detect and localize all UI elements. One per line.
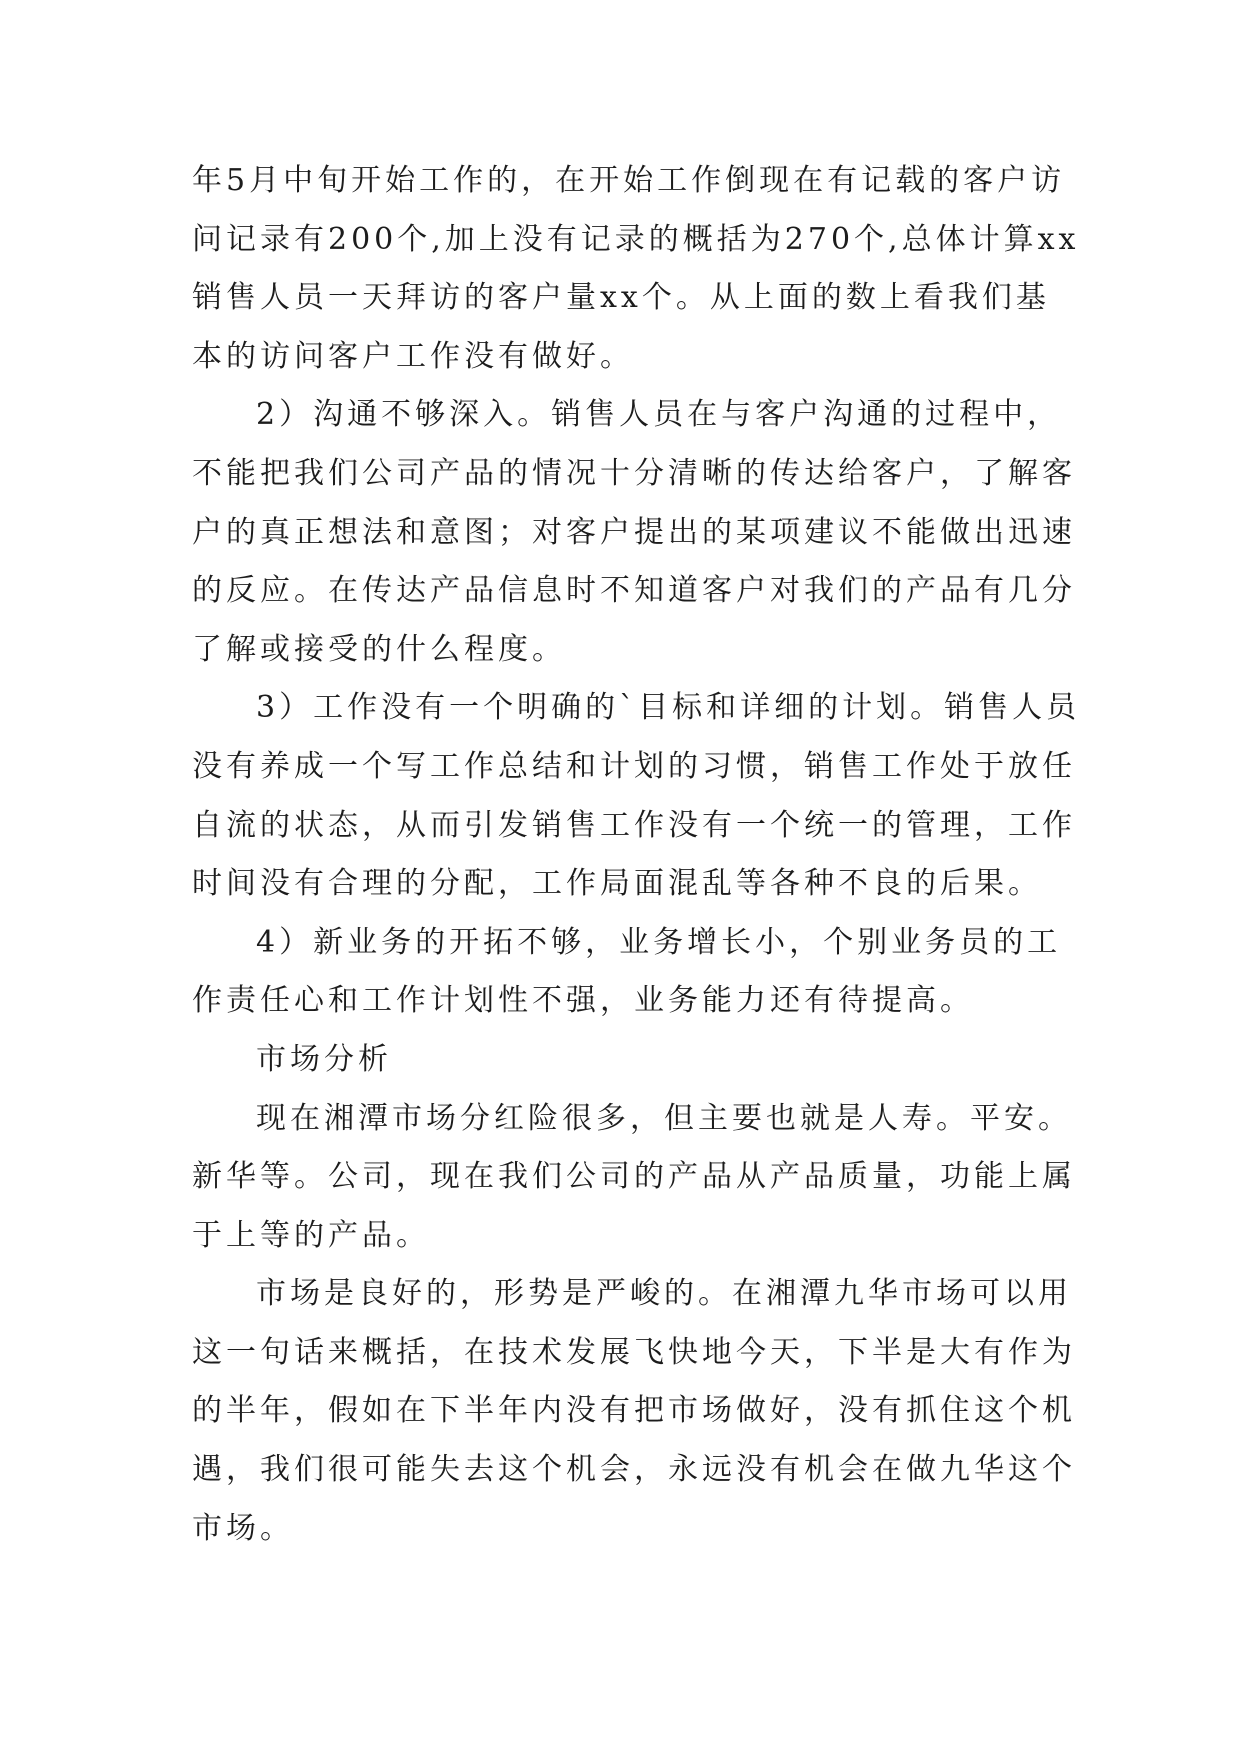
text-line: 了解或接受的什么程度。 [192,631,566,667]
text-line: 市场是良好的，形势是严峻的。在湘潭九华市场可以用 [256,1276,1072,1312]
text-line: 的半年，假如在下半年内没有把市场做好，没有抓住这个机 [192,1393,1076,1429]
text-line: 这一句话来概括，在技术发展飞快地今天，下半是大有作为 [192,1334,1076,1370]
text-line: 时间没有合理的分配，工作局面混乱等各种不良的后果。 [192,866,1042,902]
text-line: 2）沟通不够深入。销售人员在与客户沟通的过程中， [256,397,1062,433]
text-line: 现在湘潭市场分红险很多，但主要也就是人寿。平安。 [256,1100,1072,1136]
text-line: 没有养成一个写工作总结和计划的习惯，销售工作处于放任 [192,748,1076,784]
text-line: 市场分析 [256,1041,392,1077]
text-line: 问记录有200个,加上没有记录的概括为270个,总体计算xx [192,221,1080,257]
text-line: 不能把我们公司产品的情况十分清晰的传达给客户，了解客 [192,455,1076,491]
text-line: 新华等。公司，现在我们公司的产品从产品质量，功能上属 [192,1159,1076,1195]
text-line: 自流的状态，从而引发销售工作没有一个统一的管理，工作 [192,807,1076,843]
text-line: 销售人员一天拜访的客户量xx个。从上面的数上看我们基 [192,280,1050,316]
text-line: 市场。 [192,1510,294,1546]
text-line: 于上等的产品。 [192,1217,430,1253]
text-line: 作责任心和工作计划性不强，业务能力还有待提高。 [192,983,974,1019]
text-line: 遇，我们很可能失去这个机会，永远没有机会在做九华这个 [192,1452,1076,1488]
text-line: 本的访问客户工作没有做好。 [192,338,634,374]
text-line: 户的真正想法和意图；对客户提出的某项建议不能做出迅速 [192,514,1076,550]
document-body [192,152,1081,1558]
text-line: 年5月中旬开始工作的，在开始工作倒现在有记载的客户访 [192,163,1066,198]
text-line: 4）新业务的开拓不够，业务增长小，个别业务员的工 [256,924,1062,960]
text-line: 的反应。在传达产品信息时不知道客户对我们的产品有几分 [192,573,1076,609]
text-line: 3）工作没有一个明确的`目标和详细的计划。销售人员 [256,690,1081,726]
